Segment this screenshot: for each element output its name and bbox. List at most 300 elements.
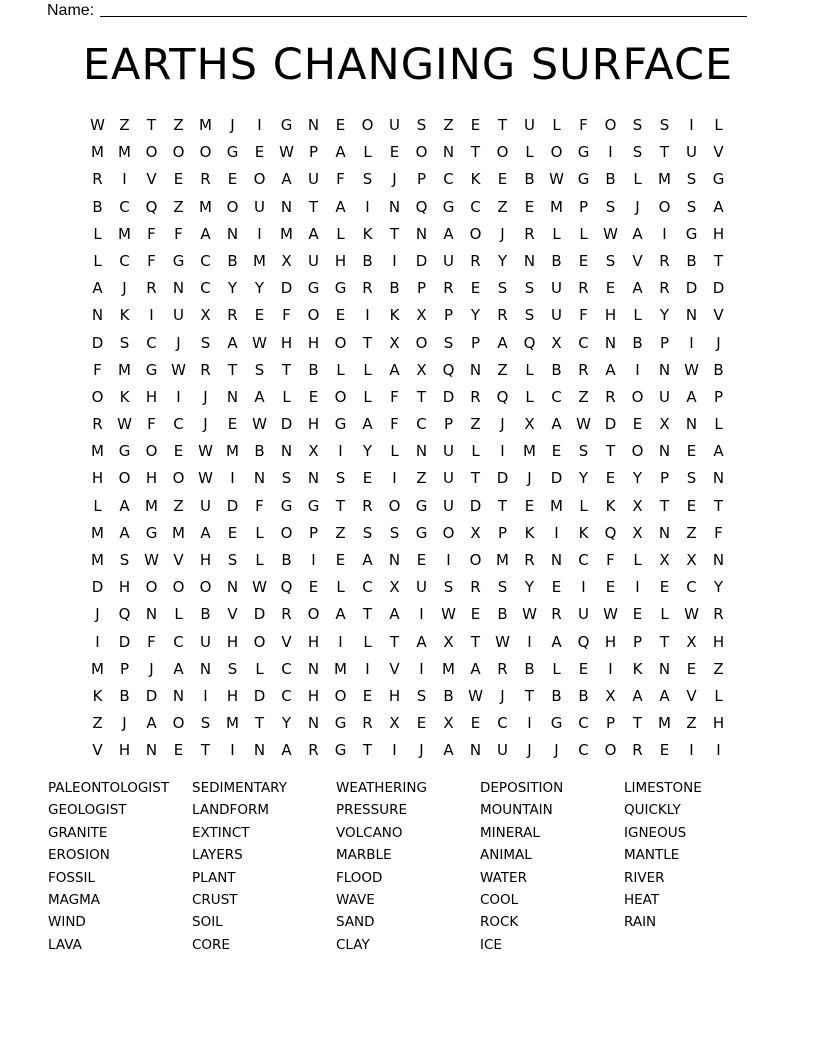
grid-row [84, 683, 732, 710]
grid-letter: W [171, 360, 186, 379]
grid-letter: J [230, 116, 235, 134]
grid-letter: S [119, 333, 130, 352]
grid-letter: T [659, 143, 670, 162]
grid-letter: D [469, 496, 482, 515]
grid-letter: A [389, 605, 400, 624]
grid-letter: O [280, 523, 293, 542]
grid-letter: O [496, 143, 509, 162]
grid-letter: C [578, 714, 589, 733]
grid-letter: A [551, 415, 562, 434]
grid-letter: Y [632, 469, 643, 488]
grid-letter: O [658, 197, 671, 216]
word-bank-item: WATER [480, 869, 527, 886]
grid-letter: F [147, 251, 156, 270]
grid-letter: M [199, 197, 212, 216]
grid-letter: I [392, 741, 397, 760]
grid-letter: A [470, 659, 481, 678]
grid-letter: M [658, 170, 671, 189]
grid-letter: I [689, 333, 694, 352]
grid-letter: O [334, 333, 347, 352]
grid-letter: B [551, 251, 562, 270]
grid-letter: A [362, 415, 373, 434]
grid-letter: M [523, 442, 536, 461]
grid-letter: I [122, 170, 127, 189]
grid-letter: U [443, 251, 454, 270]
grid-row [84, 139, 732, 166]
grid-letter: A [632, 686, 643, 705]
grid-letter: L [390, 442, 399, 461]
word-bank-item: HEAT [624, 891, 660, 908]
word-bank-item: IGNEOUS [624, 824, 687, 841]
grid-letter: O [415, 333, 428, 352]
grid-letter: R [497, 306, 508, 325]
grid-letter: I [527, 714, 532, 733]
grid-letter: L [714, 686, 723, 705]
word-bank-item: LAVA [48, 936, 82, 953]
grid-letter: M [118, 224, 131, 243]
grid-letter: N [685, 306, 698, 325]
grid-letter: X [659, 415, 670, 434]
grid-letter: P [497, 523, 508, 542]
grid-letter: E [659, 741, 670, 760]
grid-letter: L [525, 360, 534, 379]
grid-letter: P [416, 170, 427, 189]
grid-letter: S [200, 714, 211, 733]
grid-row [84, 357, 732, 384]
grid-letter: R [578, 279, 589, 298]
grid-letter: X [686, 632, 697, 651]
word-bank-item: EROSION [48, 847, 110, 864]
grid-letter: H [145, 469, 158, 488]
grid-letter: R [227, 306, 238, 325]
grid-letter: T [254, 714, 265, 733]
grid-letter: W [495, 632, 510, 651]
grid-letter: A [551, 632, 562, 651]
grid-letter: C [443, 170, 454, 189]
word-bank-item: ANIMAL [480, 847, 532, 864]
grid-row [84, 601, 732, 628]
word-bank-item: PLANT [192, 869, 236, 886]
grid-letter: C [578, 333, 589, 352]
grid-letter: O [199, 143, 212, 162]
grid-letter: L [714, 415, 723, 434]
grid-letter: F [147, 415, 156, 434]
grid-letter: T [416, 387, 427, 406]
grid-letter: H [388, 686, 401, 705]
name-line[interactable] [100, 2, 747, 17]
grid-letter: R [362, 279, 373, 298]
grid-letter: E [605, 578, 616, 597]
grid-letter: H [712, 224, 725, 243]
grid-letter: A [713, 442, 724, 461]
grid-letter: H [307, 415, 320, 434]
grid-letter: W [198, 442, 213, 461]
grid-letter: R [470, 578, 481, 597]
grid-letter: K [119, 306, 130, 325]
grid-letter: W [252, 578, 267, 597]
grid-row [84, 737, 732, 764]
page-title: EARTHS CHANGING SURFACE [82, 40, 734, 90]
grid-letter: D [253, 686, 266, 705]
grid-letter: K [605, 496, 616, 515]
grid-letter: T [497, 496, 508, 515]
grid-letter: O [604, 116, 617, 134]
grid-letter: Y [578, 469, 589, 488]
grid-letter: A [146, 714, 157, 733]
grid-letter: N [658, 659, 671, 678]
grid-letter: W [684, 360, 699, 379]
grid-row [84, 465, 732, 492]
grid-letter: U [578, 605, 589, 624]
grid-letter: K [632, 659, 643, 678]
grid-letter: E [227, 415, 238, 434]
grid-letter: K [119, 387, 130, 406]
word-bank-item: LANDFORM [192, 802, 269, 819]
grid-letter: E [173, 170, 184, 189]
grid-letter: M [91, 659, 104, 678]
grid-letter: G [415, 523, 428, 542]
grid-letter: I [635, 360, 640, 379]
grid-letter: N [685, 415, 698, 434]
grid-letter: L [336, 360, 345, 379]
grid-letter: H [199, 551, 212, 569]
grid-letter: C [578, 551, 589, 569]
grid-letter: J [122, 714, 127, 733]
grid-letter: R [362, 714, 373, 733]
grid-letter: N [307, 659, 320, 678]
grid-letter: S [605, 197, 616, 216]
grid-letter: W [603, 605, 618, 624]
grid-letter: E [254, 306, 265, 325]
grid-letter: X [632, 496, 643, 515]
grid-letter: A [416, 632, 427, 651]
grid-letter: L [282, 387, 291, 406]
grid-letter: Q [496, 387, 509, 406]
grid-letter: E [335, 306, 346, 325]
grid-letter: R [362, 496, 373, 515]
grid-letter: B [281, 551, 292, 569]
grid-letter: G [685, 224, 698, 243]
grid-letter: B [92, 197, 103, 216]
grid-letter: J [95, 605, 100, 624]
grid-letter: B [686, 251, 697, 270]
grid-letter: R [659, 279, 670, 298]
grid-letter: S [632, 116, 643, 134]
grid-letter: P [416, 279, 427, 298]
grid-letter: J [203, 387, 208, 406]
grid-letter: E [470, 605, 481, 624]
grid-letter: W [252, 415, 267, 434]
grid-letter: M [118, 360, 131, 379]
grid-letter: X [632, 523, 643, 542]
grid-letter: B [605, 170, 616, 189]
grid-letter: F [606, 551, 615, 569]
grid-letter: S [659, 116, 670, 134]
grid-row [84, 629, 732, 656]
grid-letter: P [578, 197, 589, 216]
grid-letter: R [713, 605, 724, 624]
grid-letter: Y [227, 279, 238, 298]
grid-letter: J [527, 741, 532, 760]
grid-letter: O [145, 143, 158, 162]
grid-letter: N [172, 279, 185, 298]
grid-letter: R [470, 251, 481, 270]
grid-letter: Y [362, 442, 373, 461]
grid-letter: E [632, 415, 643, 434]
word-bank-item: GEOLOGIST [48, 802, 127, 819]
grid-letter: I [230, 469, 235, 488]
grid-letter: F [579, 116, 588, 134]
grid-letter: L [255, 659, 264, 678]
grid-letter: D [253, 605, 266, 624]
grid-letter: N [253, 469, 266, 488]
grid-letter: D [685, 279, 698, 298]
grid-letter: U [254, 197, 265, 216]
grid-letter: H [226, 632, 239, 651]
grid-letter: A [362, 551, 373, 569]
grid-letter: U [551, 279, 562, 298]
word-bank-item: MANTLE [624, 847, 680, 864]
grid-letter: T [713, 251, 724, 270]
grid-letter: F [147, 224, 156, 243]
grid-letter: E [227, 523, 238, 542]
grid-letter: A [308, 224, 319, 243]
word-bank-item: RIVER [624, 869, 665, 886]
grid-letter: E [497, 170, 508, 189]
word-bank-item: DEPOSITION [480, 780, 564, 796]
grid-letter: U [659, 387, 670, 406]
grid-letter: A [443, 741, 454, 760]
grid-letter: F [579, 306, 588, 325]
grid-letter: P [443, 306, 454, 325]
grid-letter: O [415, 143, 428, 162]
grid-letter: F [390, 415, 399, 434]
word-bank-item: SAND [336, 914, 375, 931]
grid-letter: E [551, 578, 562, 597]
grid-letter: Q [523, 333, 536, 352]
grid-letter: I [662, 224, 667, 243]
grid-letter: J [176, 333, 181, 352]
grid-letter: L [363, 360, 372, 379]
grid-letter: W [117, 415, 132, 434]
grid-letter: J [554, 741, 559, 760]
grid-letter: S [524, 306, 535, 325]
grid-letter: W [603, 224, 618, 243]
grid-letter: O [145, 442, 158, 461]
grid-letter: A [200, 523, 211, 542]
grid-letter: D [442, 387, 455, 406]
grid-letter: N [415, 224, 428, 243]
grid-row [84, 112, 732, 139]
grid-letter: I [581, 578, 586, 597]
grid-letter: D [280, 415, 293, 434]
grid-letter: N [469, 360, 482, 379]
grid-letter: N [199, 659, 212, 678]
grid-letter: I [527, 632, 532, 651]
grid-letter: M [280, 224, 293, 243]
grid-letter: S [524, 279, 535, 298]
grid-letter: E [605, 469, 616, 488]
grid-letter: G [145, 360, 158, 379]
grid-letter: T [470, 632, 481, 651]
word-bank-item: SOIL [192, 914, 223, 931]
grid-letter: N [442, 143, 455, 162]
grid-letter: A [200, 224, 211, 243]
grid-letter: M [118, 143, 131, 162]
grid-letter: R [524, 551, 535, 569]
grid-letter: G [550, 714, 563, 733]
grid-letter: E [308, 387, 319, 406]
grid-letter: N [307, 469, 320, 488]
grid-letter: B [551, 686, 562, 705]
grid-letter: E [227, 170, 238, 189]
grid-letter: X [686, 551, 697, 569]
grid-letter: L [174, 605, 183, 624]
grid-letter: K [362, 224, 373, 243]
grid-letter: R [551, 605, 562, 624]
grid-row [84, 656, 732, 683]
grid-letter: Z [686, 523, 697, 542]
grid-letter: A [443, 224, 454, 243]
grid-letter: H [712, 632, 725, 651]
grid-letter: C [173, 415, 184, 434]
grid-letter: E [416, 714, 427, 733]
grid-letter: E [659, 578, 670, 597]
grid-letter: M [226, 442, 239, 461]
grid-letter: G [172, 251, 185, 270]
grid-letter: R [308, 741, 319, 760]
grid-letter: I [608, 143, 613, 162]
grid-letter: A [281, 170, 292, 189]
grid-letter: M [253, 251, 266, 270]
grid-letter: V [281, 632, 292, 651]
grid-letter: Z [173, 496, 184, 515]
grid-letter: I [230, 741, 235, 760]
grid-letter: B [632, 333, 643, 352]
grid-letter: V [389, 659, 400, 678]
grid-letter: Z [578, 387, 589, 406]
grid-letter: X [200, 306, 211, 325]
grid-letter: N [145, 741, 158, 760]
grid-letter: W [549, 170, 564, 189]
grid-letter: I [338, 632, 343, 651]
grid-letter: Y [524, 578, 535, 597]
grid-letter: Y [713, 578, 724, 597]
grid-letter: G [334, 415, 347, 434]
grid-row [84, 221, 732, 248]
grid-letter: M [91, 442, 104, 461]
grid-letter: I [392, 469, 397, 488]
grid-letter: E [389, 143, 400, 162]
grid-letter: S [416, 116, 427, 134]
grid-letter: I [716, 741, 721, 760]
grid-letter: P [308, 143, 319, 162]
grid-letter: R [470, 387, 481, 406]
grid-letter: A [227, 333, 238, 352]
grid-row [84, 194, 732, 221]
grid-letter: O [334, 686, 347, 705]
grid-letter: M [550, 197, 563, 216]
grid-letter: Z [173, 197, 184, 216]
grid-letter: R [281, 605, 292, 624]
grid-letter: O [172, 714, 185, 733]
grid-letter: T [713, 496, 724, 515]
grid-letter: M [172, 523, 185, 542]
grid-letter: O [334, 387, 347, 406]
grid-letter: I [203, 686, 208, 705]
grid-letter: Z [173, 116, 184, 134]
grid-letter: Y [497, 251, 508, 270]
grid-letter: M [226, 714, 239, 733]
grid-letter: L [552, 116, 561, 134]
grid-letter: T [227, 360, 238, 379]
word-bank-item: GRANITE [48, 824, 108, 841]
grid-letter: D [550, 469, 563, 488]
grid-letter: E [605, 279, 616, 298]
grid-letter: D [91, 578, 104, 597]
grid-letter: E [578, 659, 589, 678]
word-bank-item: LAYERS [192, 847, 243, 864]
grid-letter: H [307, 333, 320, 352]
grid-letter: A [659, 686, 670, 705]
grid-letter: C [362, 578, 373, 597]
grid-row [84, 411, 732, 438]
grid-letter: S [686, 469, 697, 488]
grid-letter: U [443, 469, 454, 488]
grid-letter: E [362, 469, 373, 488]
grid-letter: T [524, 686, 535, 705]
grid-letter: I [500, 442, 505, 461]
grid-letter: B [497, 605, 508, 624]
word-bank-item: LIMESTONE [624, 780, 702, 796]
grid-letter: E [551, 442, 562, 461]
grid-letter: P [443, 415, 454, 434]
grid-letter: O [388, 496, 401, 515]
grid-letter: B [200, 605, 211, 624]
grid-letter: G [307, 279, 320, 298]
letter-grid [84, 112, 732, 765]
grid-letter: B [443, 686, 454, 705]
grid-row [84, 547, 732, 574]
grid-letter: H [712, 714, 725, 733]
grid-letter: T [470, 143, 481, 162]
grid-letter: N [145, 605, 158, 624]
grid-letter: O [631, 442, 644, 461]
grid-letter: D [91, 333, 104, 352]
grid-letter: O [253, 632, 266, 651]
grid-letter: Z [713, 659, 724, 678]
grid-letter: K [578, 523, 589, 542]
grid-letter: L [471, 442, 480, 461]
grid-letter: S [416, 686, 427, 705]
grid-letter: I [392, 251, 397, 270]
grid-letter: G [577, 170, 590, 189]
grid-letter: O [550, 143, 563, 162]
grid-letter: X [443, 632, 454, 651]
grid-letter: K [389, 306, 400, 325]
word-bank-item: WAVE [336, 891, 375, 908]
word-bank [48, 777, 768, 956]
grid-letter: M [145, 496, 158, 515]
grid-row [84, 710, 732, 737]
grid-letter: N [172, 686, 185, 705]
grid-letter: C [686, 578, 697, 597]
grid-letter: V [173, 551, 184, 569]
grid-letter: X [389, 333, 400, 352]
grid-letter: N [307, 714, 320, 733]
grid-letter: H [226, 686, 239, 705]
grid-letter: A [389, 360, 400, 379]
